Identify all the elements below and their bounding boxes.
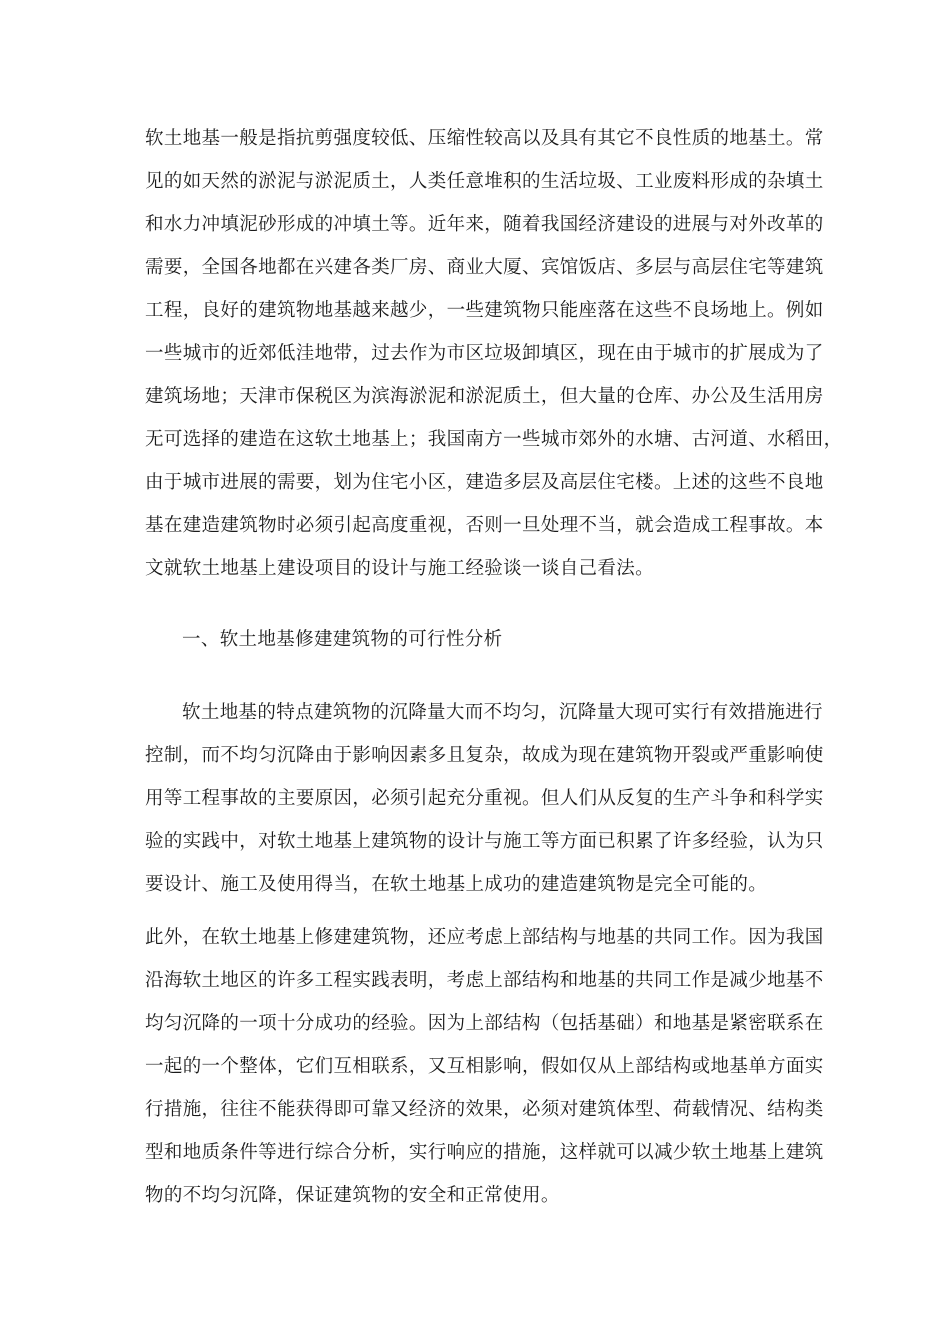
text-line: 验的实践中，对软土地基上建筑物的设计与施工等方面已积累了许多经验，认为只 (145, 831, 824, 852)
text-line: 需要，全国各地都在兴建各类厂房、商业大厦、宾馆饭店、多层与高层住宅等建筑 (145, 257, 824, 278)
text-line: 均匀沉降的一项十分成功的经验。因为上部结构（包括基础）和地基是紧密联系在 (145, 1013, 824, 1034)
text-line: 无可选择的建造在这软土地基上；我国南方一些城市郊外的水塘、古河道、水稻田， (145, 429, 843, 450)
text-line: 建筑场地；天津市保税区为滨海淤泥和淤泥质土，但大量的仓库、办公及生活用房 (145, 386, 824, 407)
text-line: 文就软土地基上建设项目的设计与施工经验谈一谈自己看法。 (145, 558, 654, 579)
text-line: 由于城市进展的需要，划为住宅小区，建造多层及高层住宅楼。上述的这些不良地 (145, 472, 824, 493)
text-line: 软土地基一般是指抗剪强度较低、压缩性较高以及具有其它不良性质的地基土。常 (145, 128, 824, 149)
section-heading: 一、软土地基修建建筑物的可行性分析 (182, 629, 503, 650)
text-line: 见的如天然的淤泥与淤泥质土，人类任意堆积的生活垃圾、工业废料形成的杂填土 (145, 171, 824, 192)
text-line: 控制，而不均匀沉降由于影响因素多且复杂，故成为现在建筑物开裂或严重影响使 (145, 745, 824, 766)
text-line: 一些城市的近郊低洼地带，过去作为市区垃圾卸填区，现在由于城市的扩展成为了 (145, 343, 824, 364)
text-line: 物的不均匀沉降，保证建筑物的安全和正常使用。 (145, 1185, 560, 1206)
text-line: 用等工程事故的主要原因，必须引起充分重视。但人们从反复的生产斗争和科学实 (145, 788, 824, 809)
text-line: 行措施，往往不能获得即可靠又经济的效果，必须对建筑体型、荷载情况、结构类 (145, 1099, 824, 1120)
text-line: 和水力冲填泥砂形成的冲填土等。近年来，随着我国经济建设的进展与对外改革的 (145, 214, 824, 235)
text-line: 一起的一个整体，它们互相联系，又互相影响，假如仅从上部结构或地基单方面实 (145, 1056, 824, 1077)
text-line: 型和地质条件等进行综合分析，实行响应的措施，这样就可以减少软土地基上建筑 (145, 1142, 824, 1163)
text-line: 沿海软土地区的许多工程实践表明，考虑上部结构和地基的共同工作是减少地基不 (145, 970, 824, 991)
text-line: 基在建造建筑物时必须引起高度重视，否则一旦处理不当，就会造成工程事故。本 (145, 515, 824, 536)
text-line: 此外，在软土地基上修建建筑物，还应考虑上部结构与地基的共同工作。因为我国 (145, 927, 824, 948)
text-line: 工程，良好的建筑物地基越来越少，一些建筑物只能座落在这些不良场地上。例如 (145, 300, 824, 321)
text-line: 要设计、施工及使用得当，在软土地基上成功的建造建筑物是完全可能的。 (145, 874, 768, 895)
text-line: 软土地基的特点建筑物的沉降量大而不均匀，沉降量大现可实行有效措施进行 (182, 702, 823, 723)
